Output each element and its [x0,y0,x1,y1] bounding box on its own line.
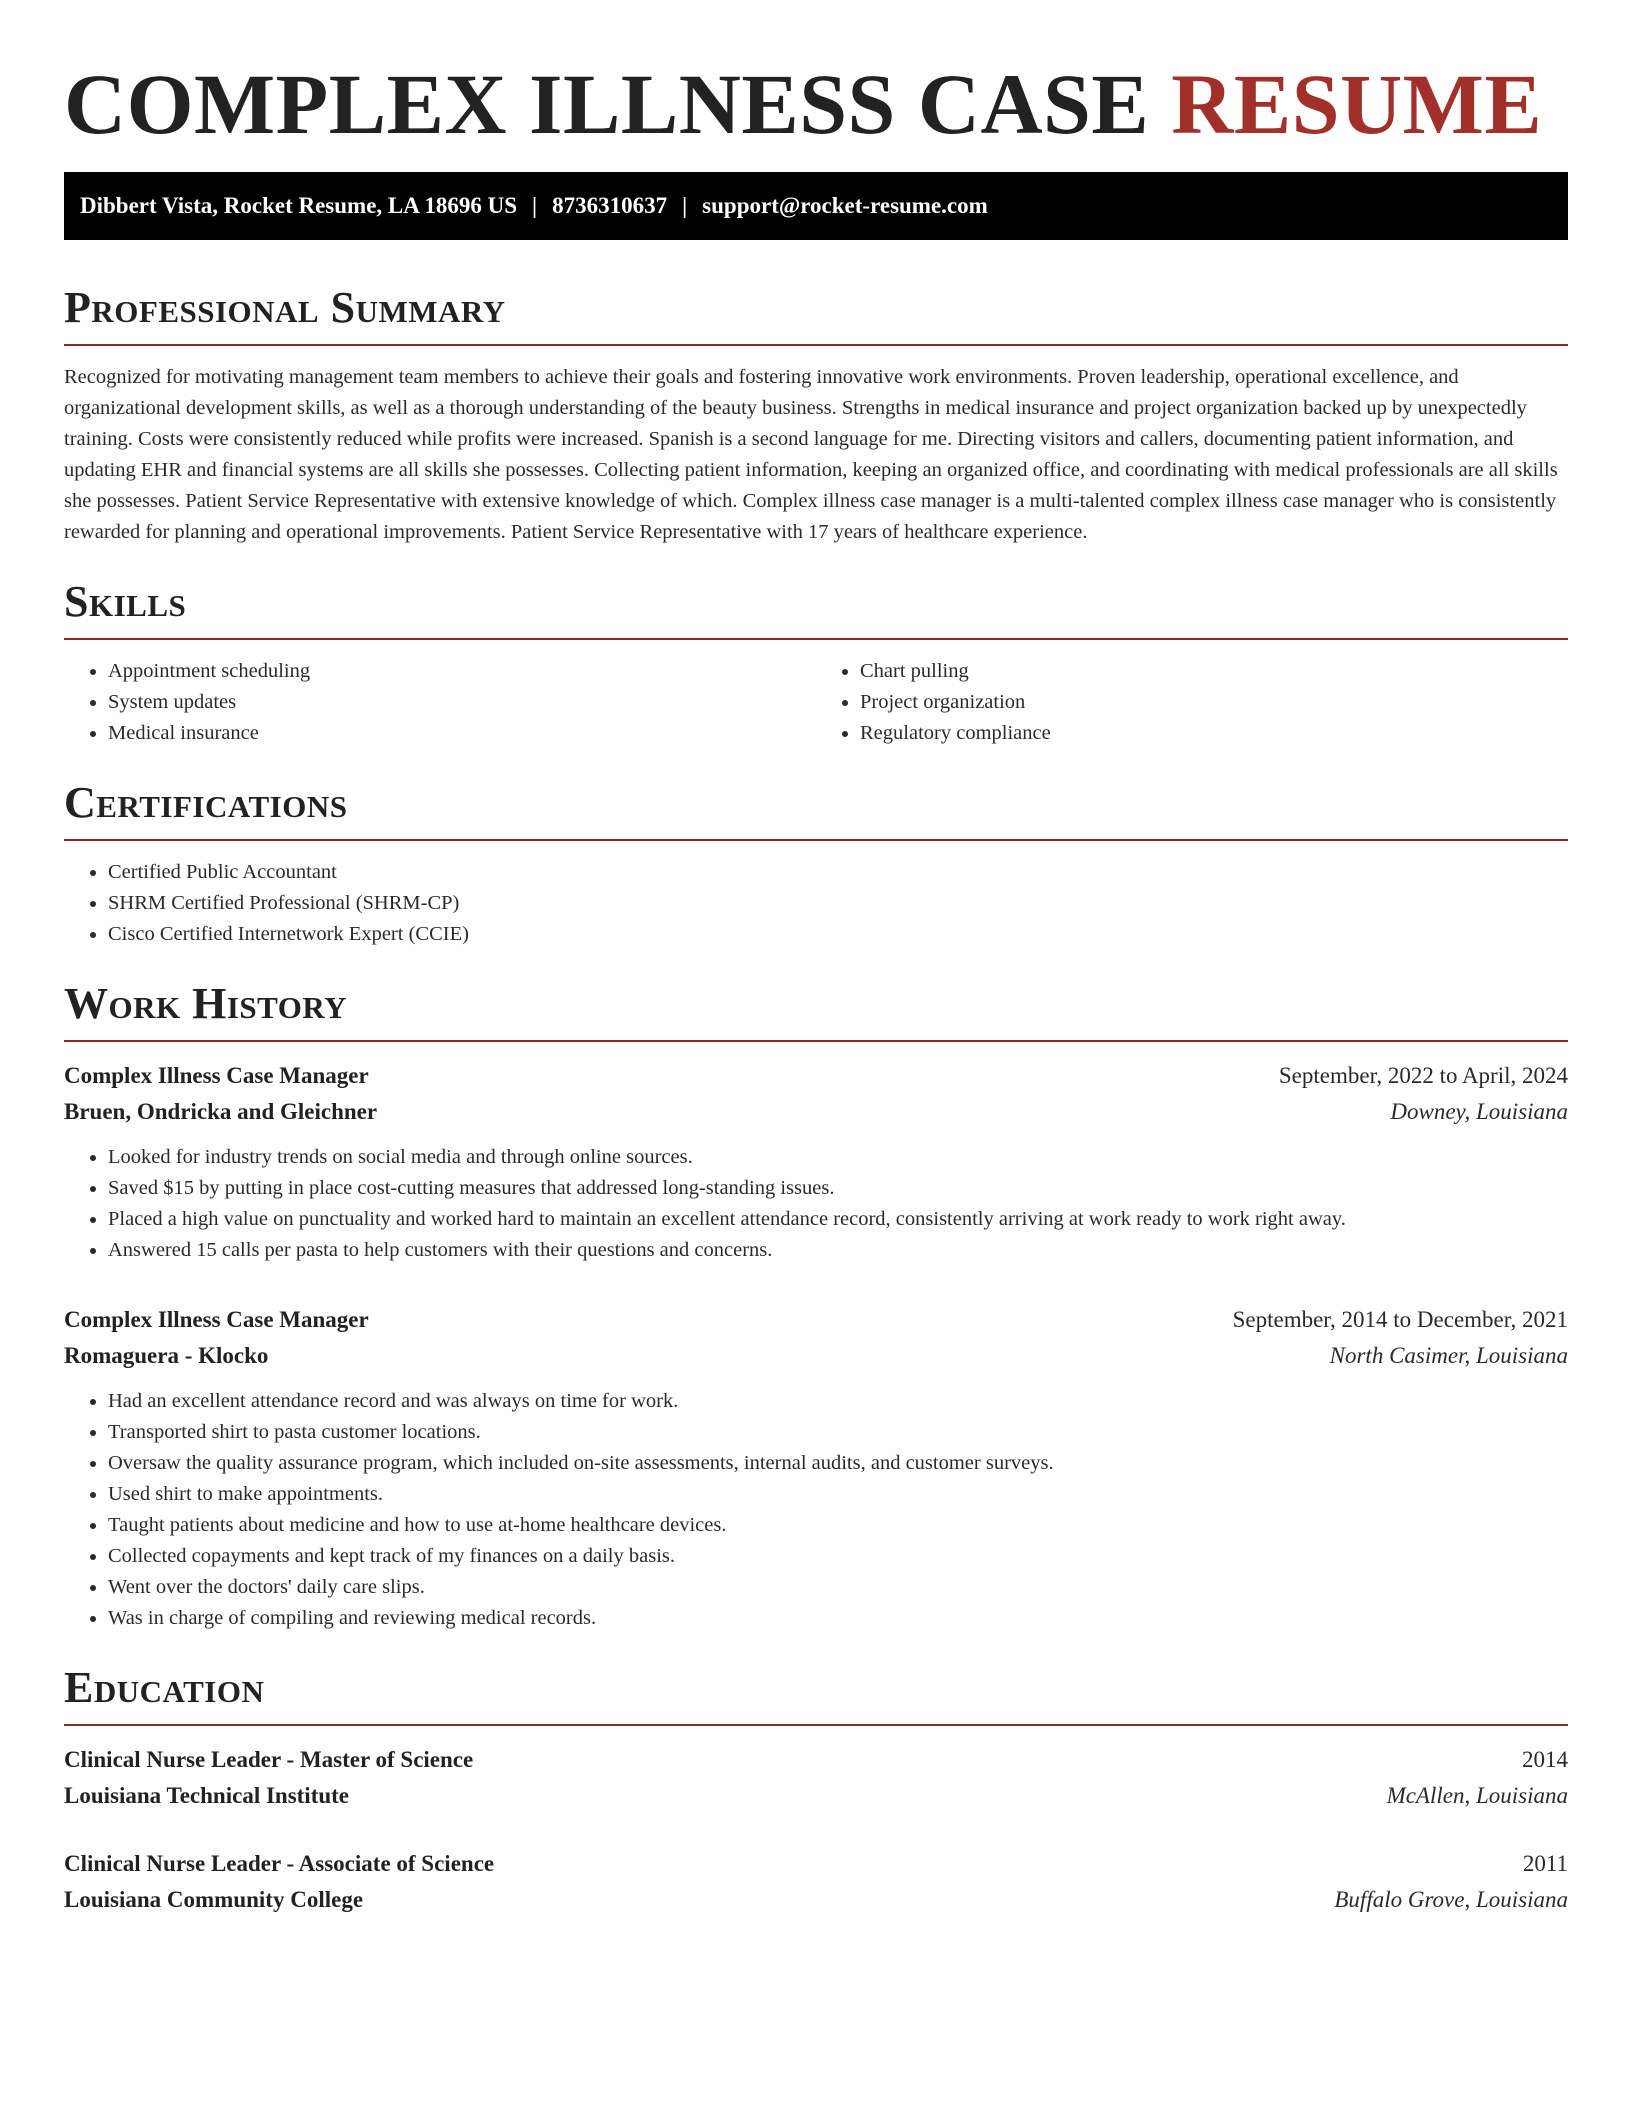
job-title: Complex Illness Case Manager [64,1307,369,1332]
education-school: Louisiana Technical Institute [64,1783,350,1808]
job-bullet: • Had an excellent attendance record and was always on time for work. [108,1386,1568,1417]
skill-item: • Regulatory compliance [860,718,1568,749]
work-history-section [64,980,1568,1634]
job-entry [64,1058,1568,1266]
job-company: Romaguera - Klocko [64,1343,269,1368]
skills-list-left [64,656,816,749]
skill-item: • System updates [108,687,816,718]
education-location: McAllen, Louisiana [1386,1783,1568,1808]
resume-title [64,58,1568,150]
section-heading-work-history: Work History [64,980,1568,1042]
job-company-row [64,1094,1568,1130]
skills-section [64,578,1568,749]
certification-item: • Certified Public Accountant [108,857,1568,888]
contact-separator: | [532,193,538,218]
job-bullet: • Answered 15 calls per pasta to help customers with their questions and concerns. [108,1235,1568,1266]
skill-item: • Chart pulling [860,656,1568,687]
summary-section [64,284,1568,548]
summary-text: Recognized for motivating management team members to achieve their goals and fostering innovative work environments. Proven leadership, operational excellence, and organizational development skills, as well as a thorough understanding of the beauty business. Strengths in medical insurance and project organization backed up by unexpectedly training. Costs were consistently reduced while profits were increased. Spanish is a second language for me. Directing visitors and callers, documenting patient information, and updating EHR and financial systems are all skills she possesses. Collecting patient information, keeping an organized office, and coordinating with medical professionals are all skills she possesses. Patient Service Representative with extensive knowledge of which. Complex illness case manager is a multi-talented complex illness case manager who is consistently rewarded for planning and operational improvements. Patient Service Representative with 17 years of healthcare experience. [64,366,1558,543]
section-heading-skills: Skills [64,578,1568,640]
education-degree: Clinical Nurse Leader - Master of Science [64,1747,474,1772]
skill-item: • Medical insurance [108,718,816,749]
job-bullet: • Taught patients about medicine and how to use at-home healthcare devices. [108,1510,1568,1541]
education-entry [64,1742,1568,1814]
job-bullet: • Transported shirt to pasta customer locations. [108,1417,1568,1448]
education-school-row [64,1778,1568,1814]
job-bullet: • Was in charge of compiling and reviewing medical records. [108,1603,1568,1634]
section-heading-certifications: Certifications [64,779,1568,841]
certification-item: • Cisco Certified Internetwork Expert (CCIE) [108,919,1568,950]
contact-bar [64,172,1568,240]
skills-grid [64,640,1568,749]
education-year: 2014 [1522,1747,1568,1772]
skill-item: • Project organization [860,687,1568,718]
job-bullet: • Went over the doctors' daily care slips. [108,1572,1568,1603]
job-bullets [64,1386,1568,1634]
education-section [64,1664,1568,1918]
education-school-row [64,1882,1568,1918]
job-location: North Casimer, Louisiana [1329,1343,1568,1368]
education-location: Buffalo Grove, Louisiana [1334,1887,1568,1912]
contact-email[interactable]: support@rocket-resume.com [702,193,988,218]
job-company-row [64,1338,1568,1374]
education-degree: Clinical Nurse Leader - Associate of Science [64,1851,495,1876]
job-header-row [64,1058,1568,1094]
job-dates: September, 2022 to April, 2024 [1278,1063,1568,1088]
job-entry [64,1302,1568,1634]
education-entry [64,1846,1568,1918]
job-title: Complex Illness Case Manager [64,1063,369,1088]
section-heading-education: Education [64,1664,1568,1726]
certification-item: • SHRM Certified Professional (SHRM-CP) [108,888,1568,919]
certifications-section [64,779,1568,950]
job-bullet: • Oversaw the quality assurance program, which included on-site assessments, internal audits, and customer surveys. [108,1448,1568,1479]
job-bullet: • Looked for industry trends on social media and through online sources. [108,1142,1568,1173]
section-heading-summary: Professional Summary [64,284,1568,346]
skill-item: • Appointment scheduling [108,656,816,687]
job-bullet: • Used shirt to make appointments. [108,1479,1568,1510]
contact-separator: | [682,193,688,218]
skills-list-right [816,656,1568,749]
education-header-row [64,1742,1568,1778]
title-accent: RESUME [1171,56,1543,152]
job-dates: September, 2014 to December, 2021 [1232,1307,1568,1332]
contact-phone: 8736310637 [552,193,668,218]
certifications-list [64,857,1568,950]
job-bullets [64,1142,1568,1266]
job-bullet: • Saved $15 by putting in place cost-cutting measures that addressed long-standing issues. [108,1173,1568,1204]
education-school: Louisiana Community College [64,1887,364,1912]
education-year: 2011 [1522,1851,1568,1876]
job-company: Bruen, Ondricka and Gleichner [64,1099,378,1124]
job-bullet: • Placed a high value on punctuality and worked hard to maintain an excellent attendance record, consistently arriving at work ready to work right away. [108,1204,1568,1235]
job-header-row [64,1302,1568,1338]
job-bullet: • Collected copayments and kept track of my finances on a daily basis. [108,1541,1568,1572]
job-location: Downey, Louisiana [1390,1099,1568,1124]
education-header-row [64,1846,1568,1882]
contact-address: Dibbert Vista, Rocket Resume, LA 18696 US [80,193,517,218]
title-main: COMPLEX ILLNESS CASE [64,56,1150,152]
